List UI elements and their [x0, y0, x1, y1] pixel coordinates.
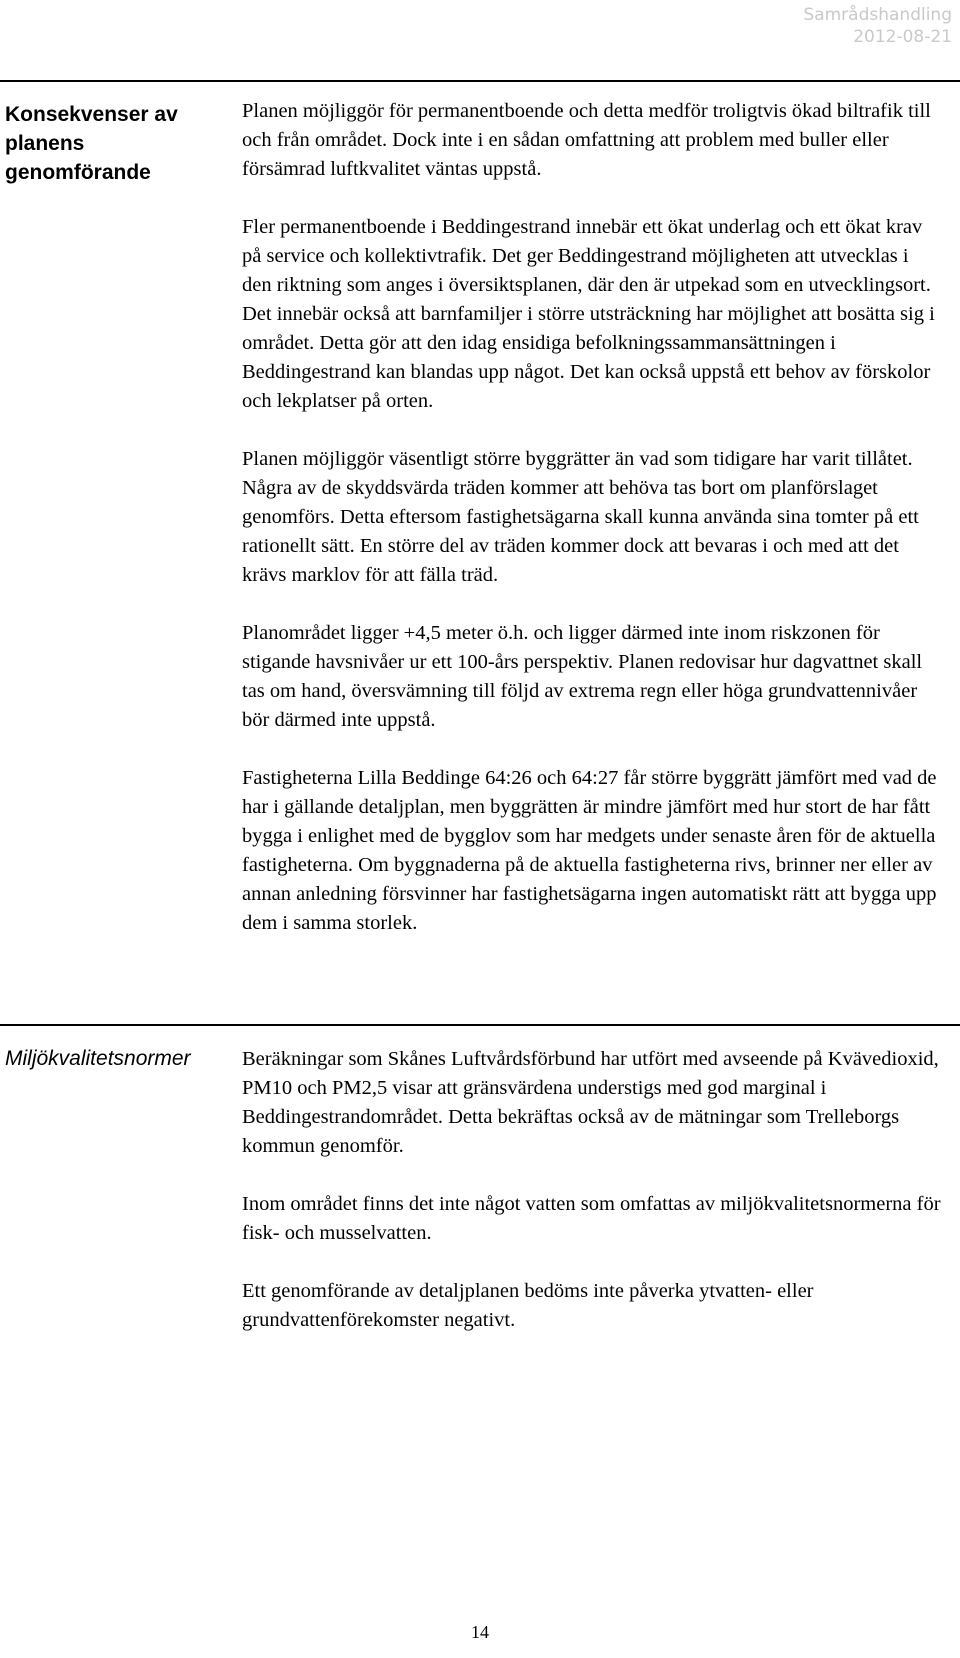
- section-heading-konsekvenser: Konsekvenser av planens genomförande: [5, 103, 178, 184]
- page-number: 14: [471, 1622, 489, 1642]
- section-divider: [0, 80, 960, 82]
- paragraph: Ett genomförande av detaljplanen bedöms inte påverka ytvatten- eller grundvattenförekomster negativt.: [242, 1280, 814, 1331]
- paragraph: Inom området finns det inte något vatten som omfattas av miljökvalitetsnormerna för fisk- och musselvatten.: [242, 1193, 941, 1244]
- section-heading-miljokvalitetsnormer: Miljökvalitetsnormer: [5, 1047, 191, 1070]
- document-date: 2012-08-21: [853, 27, 952, 47]
- paragraph: Fler permanentboende i Beddingestrand innebär ett ökat underlag och ett ökat krav på service och kollektivtrafik. Det ger Beddingestrand möjligheten att utvecklas i den riktning som anges i översiktsplanen, där den är utpekad som en utvecklingsort. Det innebär också att barnfamiljer i större utsträckning har möjlighet att bosätta sig i området. Detta gör att den idag ensidiga befolkningssammansättningen i Beddingestrand kan blandas upp något. Det kan också uppstå ett behov av förskolor och lekplatser på orten.: [242, 216, 935, 412]
- page-header: [803, 4, 952, 48]
- paragraph: Planen möjliggör för permanentboende och detta medför troligtvis ökad biltrafik till och från området. Dock inte i en sådan omfattning att problem med buller eller försämrad luftkvalitet väntas uppstå.: [242, 100, 931, 180]
- paragraph: Beräkningar som Skånes Luftvårdsförbund har utfört med avseende på Kvävedioxid, PM10 och PM2,5 visar att gränsvärdena understigs med god marginal i Beddingestrandområdet. Detta bekräftas också av de mätningar som Trelleborgs kommun genomför.: [242, 1048, 939, 1157]
- section-divider: [0, 1024, 960, 1026]
- document-status: Samrådshandling: [803, 5, 952, 25]
- paragraph: Planen möjliggör väsentligt större byggrätter än vad som tidigare har varit tillåtet. Några av de skyddsvärda träden kommer att behöva tas bort om planförslaget genomförs. Detta eftersom fastighetsägarna skall kunna använda sina tomter på ett rationellt sätt. En större del av träden kommer dock att bevaras i och med att det krävs marklov för att fälla träd.: [242, 448, 919, 586]
- paragraph: Fastigheterna Lilla Beddinge 64:26 och 64:27 får större byggrätt jämfört med vad de har i gällande detaljplan, men byggrätten är mindre jämfört med hur stort de har fått bygga i enlighet med de bygglov som har medgets under senaste åren för de aktuella fastigheterna. Om byggnaderna på de aktuella fastigheterna rivs, brinner ner eller av annan anledning försvinner har fastighetsägarna ingen automatiskt rätt att bygga upp dem i samma storlek.: [242, 767, 937, 934]
- section-body-konsekvenser: [242, 97, 942, 938]
- paragraph: Planområdet ligger +4,5 meter ö.h. och ligger därmed inte inom riskzonen för stigande havsnivåer ur ett 100-års perspektiv. Planen redovisar hur dagvattnet skall tas om hand, översvämning till följd av extrema regn eller höga grundvattennivåer bör därmed inte uppstå.: [242, 622, 923, 731]
- section-body-miljokvalitetsnormer: [242, 1045, 942, 1335]
